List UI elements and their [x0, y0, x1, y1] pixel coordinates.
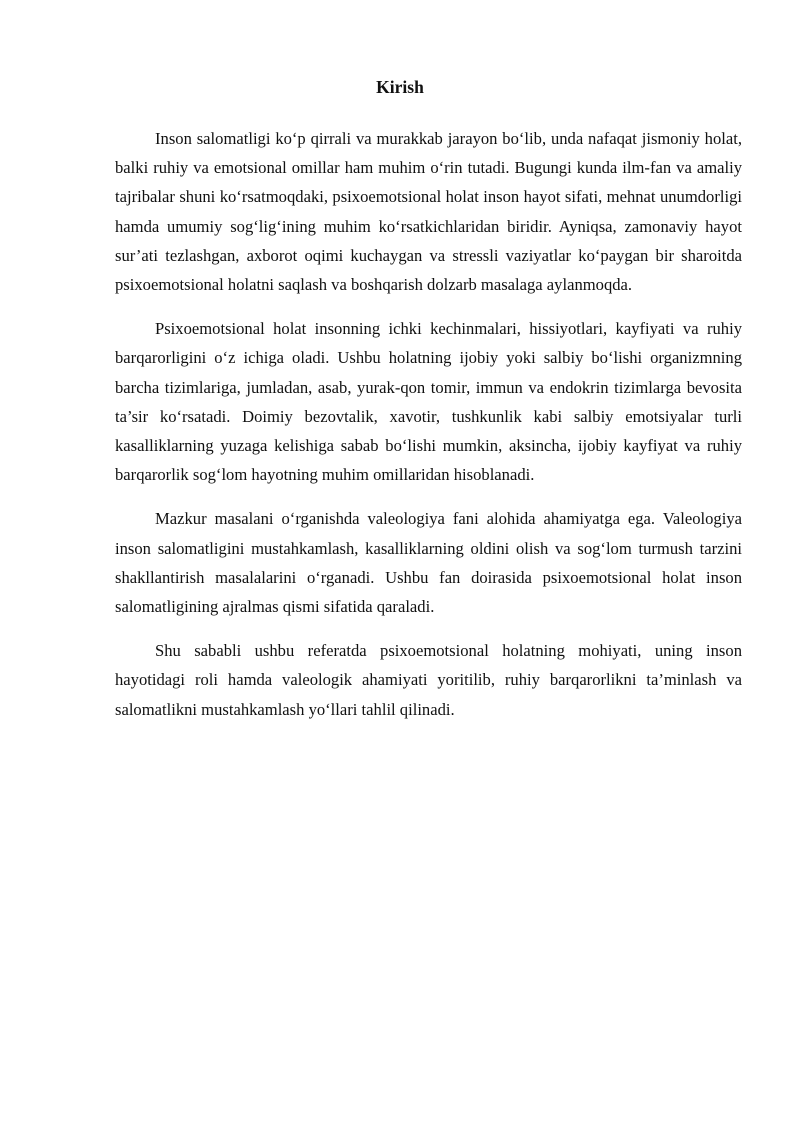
- body-text: [115, 124, 742, 739]
- paragraph-4: Shu sababli ushbu referatda psixoemotsional holatning mohiyati, uning inson hayotidagi roli hamda valeologik ahamiyati yoritilib, ruhiy barqarorlikni ta’minlash va salomatlikni mustahkamlash yo‘llari tahlil qilinadi.: [115, 641, 742, 719]
- paragraph-3: Mazkur masalani o‘rganishda valeologiya fani alohida ahamiyatga ega. Valeologiya inson salomatligini mustahkamlash, kasalliklarning oldini olish va sog‘lom turmush tarzini shakllantirish masalalarini o‘rganadi. Ushbu fan doirasida psixoemotsional holat inson salomatligining ajralmas qismi sifatida qaraladi.: [115, 509, 742, 617]
- page-title: Kirish: [376, 77, 424, 97]
- paragraph-1: Inson salomatligi ko‘p qirrali va murakkab jarayon bo‘lib, unda nafaqat jismoniy holat, balki ruhiy va emotsional omillar ham muhim o‘rin tutadi. Bugungi kunda ilm-fan va amaliy tajribalar shuni ko‘rsatmoqdaki, psixoemotsional holat inson hayot sifati, mehnat unumdorligi hamda umumiy sog‘lig‘ining muhim ko‘rsatkichlaridan biridir. Ayniqsa, zamonaviy hayot sur’ati tezlashgan, axborot oqimi kuchaygan va stressli vaziyatlar ko‘paygan bir sharoitda psixoemotsional holatni saqlash va boshqarish dolzarb masalaga aylanmoqda.: [115, 129, 742, 295]
- paragraph-2: Psixoemotsional holat insonning ichki kechinmalari, hissiyotlari, kayfiyati va ruhiy barqarorligini o‘z ichiga oladi. Ushbu holatning ijobiy yoki salbiy bo‘lishi organizmning barcha tizimlariga, jumladan, asab, yurak-qon tomir, immun va endokrin tizimlarga bevosita ta’sir ko‘rsatadi. Doimiy bezovtalik, xavotir, tushkunlik kabi salbiy emotsiyalar turli kasalliklarning yuzaga kelishiga sabab bo‘lishi mumkin, aksincha, ijobiy kayfiyat va ruhiy barqarorlik sog‘lom hayotning muhim omillaridan hisoblanadi.: [115, 319, 742, 485]
